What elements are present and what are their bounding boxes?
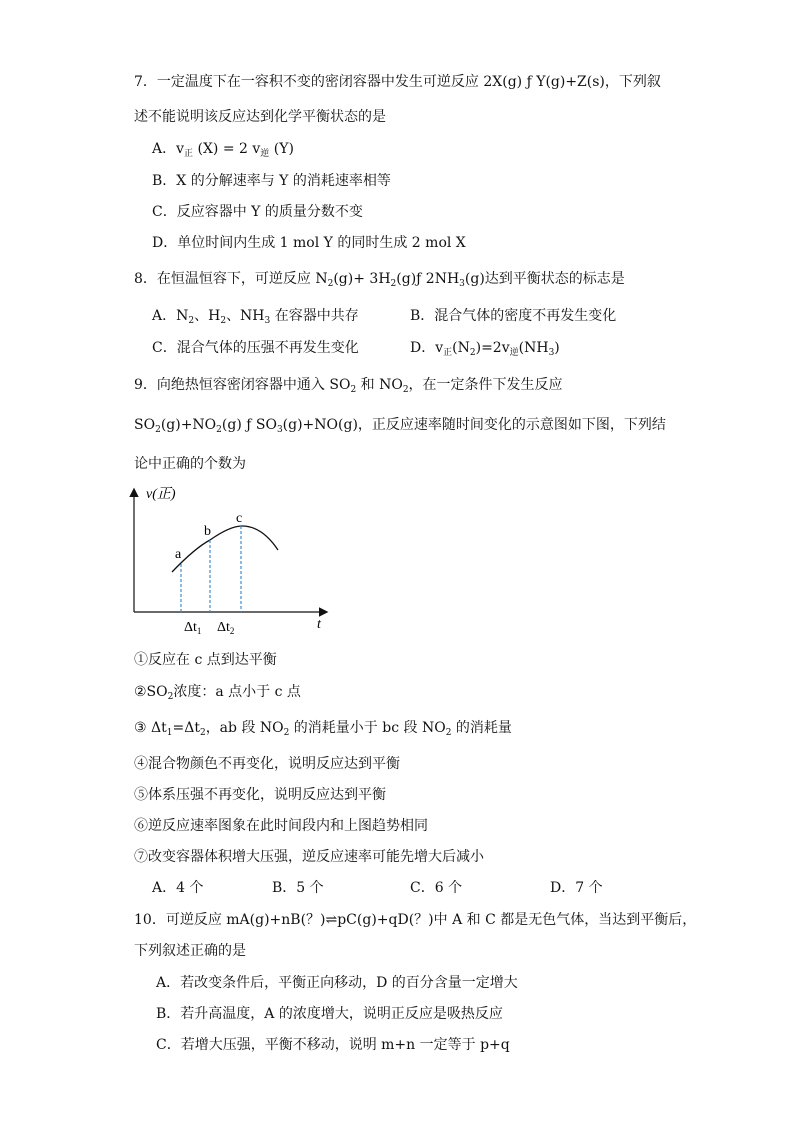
q9-statement-5: ⑤体系压强不再变化，说明反应达到平衡 xyxy=(134,787,386,803)
q7-a-sub-forward: 正 xyxy=(184,149,194,159)
q9-stem-line1 xyxy=(134,376,563,399)
q8-stem-1: 8．在恒温恒容下，可逆反应 N xyxy=(134,271,328,287)
q9-l1-sub1: 2 xyxy=(350,385,357,395)
q8-d-mid2: )=2v xyxy=(475,340,510,356)
q9-stem-line3: 论中正确的个数为 xyxy=(134,456,246,472)
q9-s3-sub-b: 2 xyxy=(199,728,206,738)
q9-stem-line2 xyxy=(134,416,666,439)
q9-l1-mid: 和 NO xyxy=(356,377,403,393)
q9-l2-sub1: 2 xyxy=(155,425,161,435)
q9-l1-end: ，在一定条件下发生反应 xyxy=(408,377,563,393)
q9-l2-a: SO xyxy=(134,417,156,433)
q9-statement-1: ①反应在 c 点到达平衡 xyxy=(134,652,277,668)
q9-s2-sub: 2 xyxy=(167,692,174,702)
q7-stem-line2: 述不能说明该反应达到化学平衡状态的是 xyxy=(134,109,386,125)
rate-time-graph xyxy=(120,478,340,638)
q9-s3-sub-c: 2 xyxy=(283,728,290,738)
point-b-label: b xyxy=(204,524,211,539)
q8-a-end: 在容器中共存 xyxy=(270,308,359,324)
q8-a-sub2: 2 xyxy=(220,316,227,326)
q9-option-b[interactable]: B．5 个 xyxy=(272,880,324,896)
q7-a-pre: A．v xyxy=(152,141,185,157)
q9-s3-mid: =Δt xyxy=(172,720,200,736)
q9-statement-4: ④混合物颜色不再变化，说明反应达到平衡 xyxy=(134,756,400,772)
q9-statement-3 xyxy=(134,719,512,742)
q9-s3-end: 的消耗量 xyxy=(451,720,512,736)
q7-option-b[interactable]: B．X 的分解速率与 Y 的消耗速率相等 xyxy=(152,173,391,189)
q8-stem-sub2: 2 xyxy=(390,279,397,289)
q8-a-pre: A．N xyxy=(152,308,189,324)
q9-statement-7: ⑦改变容器体积增大压强，逆反应速率可能先增大后减小 xyxy=(134,849,484,865)
q8-d-sub3: 逆 xyxy=(509,348,519,358)
q8-option-d[interactable] xyxy=(410,339,560,362)
q8-d-sub4: 3 xyxy=(548,348,555,358)
q8-d-end: ) xyxy=(554,340,560,356)
q9-l2-b: (g)+NO xyxy=(160,417,217,433)
q9-l2-sub3: 3 xyxy=(276,425,283,435)
q10-option-b[interactable]: B．若升高温度，A 的浓度增大，说明正反应是吸热反应 xyxy=(156,1006,503,1022)
q7-option-c[interactable]: C．反应容器中 Y 的质量分数不变 xyxy=(152,204,363,220)
q10-option-c[interactable]: C．若增大压强，平衡不移动，说明 m+n 一定等于 p+q xyxy=(156,1037,510,1053)
q10-stem-line1: 10．可逆反应 mA(g)+nB(？)⇌pC(g)+qD(？)中 A 和 C 都是无色气体，当达到平衡后， xyxy=(134,912,697,928)
q8-d-sub1: 正 xyxy=(443,348,453,358)
q9-s3-sub-d: 2 xyxy=(445,728,452,738)
q8-option-c[interactable]: C．混合气体的压强不再发生变化 xyxy=(152,340,359,356)
q8-stem-2: (g)+ 3H xyxy=(333,271,391,287)
q8-stem-4: (g)达到平衡状态的标志是 xyxy=(464,271,625,287)
q8-d-mid: (N xyxy=(452,340,470,356)
q7-stem-line1: 7．一定温度下在一容积不变的密闭容器中发生可逆反应 2X(g) ƒ Y(g)+Z(s)，下列叙 xyxy=(134,74,661,90)
q8-stem-sub3: 3 xyxy=(459,279,465,289)
delta-t1-label: $\Delta t_1$ xyxy=(184,620,202,636)
q9-option-c[interactable]: C．6 个 xyxy=(410,880,463,896)
q9-s3-mid3: 的消耗量小于 bc 段 NO xyxy=(289,720,446,736)
delta-t2-label: $\Delta t_2$ xyxy=(217,620,235,636)
q8-a-mid: 、H xyxy=(194,308,221,324)
q8-d-sub2: 2 xyxy=(469,348,476,358)
q9-l2-d: (g)+NO(g)，正反应速率随时间变化的示意图如下图，下列结 xyxy=(282,417,666,433)
point-a-label: a xyxy=(175,547,182,562)
q9-option-a[interactable]: A．4 个 xyxy=(152,880,204,896)
q8-stem-sub1: 2 xyxy=(327,279,334,289)
point-c-label: c xyxy=(236,511,243,526)
q8-a-post: 、NH xyxy=(226,308,265,324)
q8-option-a[interactable] xyxy=(152,307,359,330)
q9-s3-sub-a: 1 xyxy=(166,728,173,738)
q8-stem-3: (g)ƒ 2NH xyxy=(396,271,460,287)
q9-s3-pre: ③ Δt xyxy=(134,720,167,736)
q8-a-sub3: 3 xyxy=(264,316,271,326)
q9-l1-sub2: 2 xyxy=(402,385,409,395)
q9-s3-mid2: ，ab 段 NO xyxy=(205,720,284,736)
q7-option-d[interactable]: D．单位时间内生成 1 mol Y 的同时生成 2 mol X xyxy=(152,235,466,251)
q9-statement-6: ⑥逆反应速率图象在此时间段内和上图趋势相同 xyxy=(134,818,428,834)
y-axis-label: v(正) xyxy=(146,487,176,502)
q8-option-b[interactable]: B．混合气体的密度不再发生变化 xyxy=(410,308,617,324)
q9-statement-2 xyxy=(134,683,301,706)
q9-s2-pre: ②SO xyxy=(134,684,168,700)
q9-l1-pre: 9．向绝热恒容密闭容器中通入 SO xyxy=(134,377,351,393)
q7-a-mid: (X) = 2 v xyxy=(193,141,261,157)
q8-d-mid3: (NH xyxy=(518,340,549,356)
q9-l2-sub2: 2 xyxy=(216,425,222,435)
q9-s2-post: 浓度：a 点小于 c 点 xyxy=(173,684,301,700)
q8-stem xyxy=(134,270,625,293)
q8-d-pre: D．v xyxy=(410,340,444,356)
q10-stem-line2: 下列叙述正确的是 xyxy=(134,943,246,959)
q7-option-a[interactable] xyxy=(152,140,294,163)
x-axis-label: t xyxy=(317,617,321,632)
q9-option-d[interactable]: D．7 个 xyxy=(550,880,603,896)
rate-curve xyxy=(172,526,278,572)
q7-a-sub-reverse: 逆 xyxy=(260,149,270,159)
q10-option-a[interactable]: A．若改变条件后，平衡正向移动，D 的百分含量一定增大 xyxy=(156,975,518,991)
q9-l2-c: (g) ƒ SO xyxy=(221,417,277,433)
q7-a-post: (Y) xyxy=(269,141,294,157)
q8-a-sub1: 2 xyxy=(188,316,195,326)
